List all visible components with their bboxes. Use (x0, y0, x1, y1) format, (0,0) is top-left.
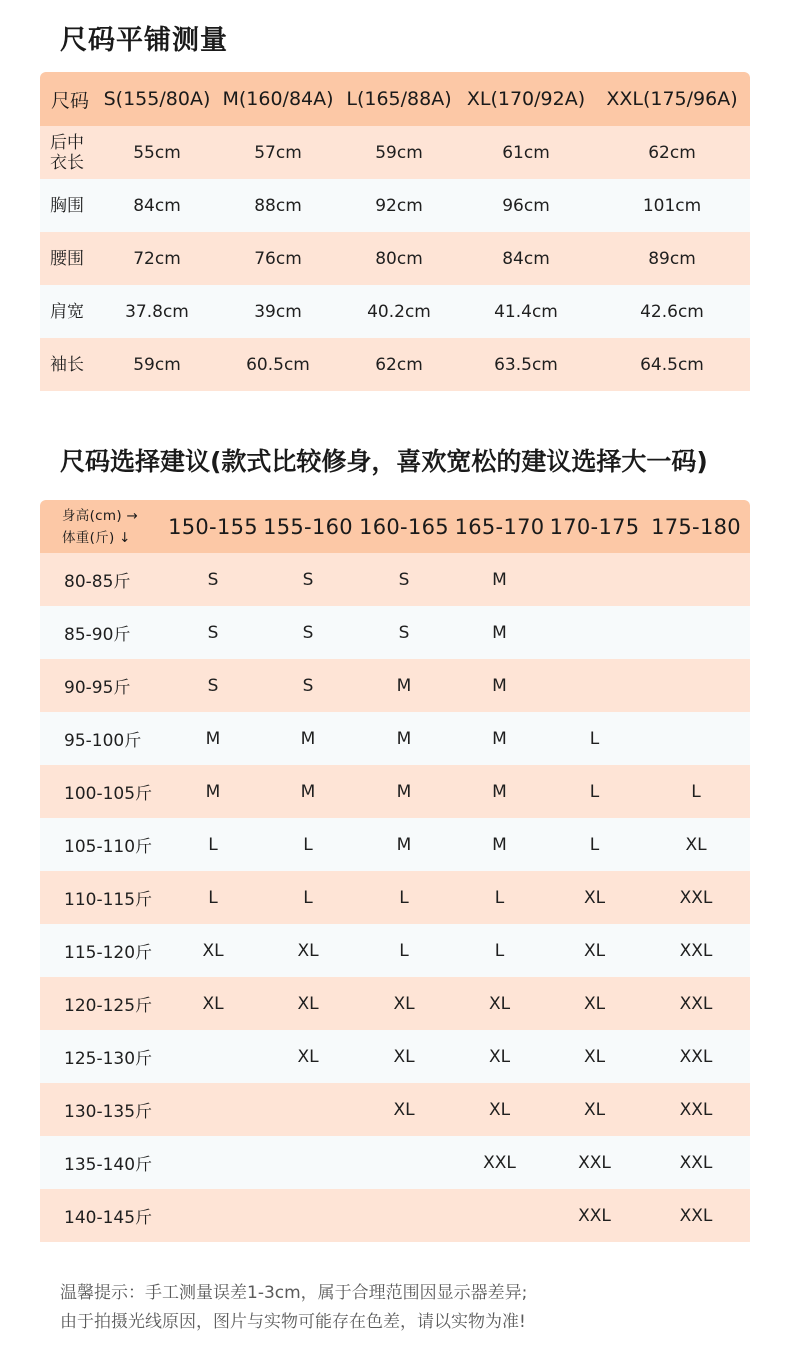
size-recommendation: XXL (679, 887, 713, 908)
weight-range-label: 115-120斤 (64, 943, 153, 963)
measure-value: 89cm (648, 248, 696, 269)
size-recommendation: M (300, 781, 316, 802)
size-recommendation: XL (583, 940, 606, 961)
measure-value: 39cm (254, 301, 302, 322)
table-row (40, 765, 750, 818)
size-recommendation: S (207, 675, 219, 696)
size-recommendation: XXL (679, 1099, 713, 1120)
measure-value: 96cm (502, 195, 550, 216)
size-recommendation: L (589, 781, 600, 802)
size-recommendation: S (302, 675, 314, 696)
size-recommendation: XL (488, 1099, 511, 1120)
table-row (40, 659, 750, 712)
size-recommendation: M (396, 834, 412, 855)
size-recommendation: M (492, 781, 507, 802)
size-advice-body (40, 553, 750, 1242)
size-advice-header-row (40, 500, 750, 553)
size-recommendation: L (494, 887, 505, 908)
size-recommendation: XL (583, 1099, 606, 1120)
measure-value: 61cm (502, 142, 550, 163)
measure-value: 92cm (375, 195, 423, 216)
table-row (40, 606, 750, 659)
measure-value: 63.5cm (494, 354, 558, 375)
measure-value: 55cm (133, 142, 181, 163)
table-row (40, 1030, 750, 1083)
size-measure-title: 尺码平铺测量 (60, 25, 228, 56)
size-recommendation: XL (393, 993, 415, 1014)
size-recommendation: M (396, 728, 412, 749)
measure-value: 62cm (375, 354, 423, 375)
measure-label: 肩宽 (50, 301, 84, 322)
measure-label: 后中衣长 (50, 132, 84, 173)
table-row (40, 126, 750, 179)
size-recommendation: XXL (679, 993, 713, 1014)
size-recommendation: XL (583, 1046, 606, 1067)
size-recommendation: XXL (679, 940, 713, 961)
size-recommendation: XL (488, 993, 511, 1014)
weight-range-label: 90-95斤 (64, 678, 131, 698)
measure-value: 88cm (254, 195, 302, 216)
size-recommendation: M (492, 569, 507, 590)
table-row (40, 1083, 750, 1136)
height-range-header: 150-155 (168, 514, 258, 539)
size-recommendation: XL (297, 993, 319, 1014)
size-recommendation: S (398, 622, 410, 643)
size-recommendation: XL (583, 887, 606, 908)
size-recommendation: L (691, 781, 701, 802)
footnote-line-2: 由于拍摄光线原因，图片与实物可能存在色差，请以实物为准! (60, 1312, 526, 1332)
measure-value: 84cm (133, 195, 181, 216)
size-recommendation: XL (393, 1099, 415, 1120)
size-recommendation: XXL (578, 1205, 611, 1226)
measure-value: 59cm (133, 354, 181, 375)
size-recommendation: XL (583, 993, 606, 1014)
size-measure-table (40, 72, 750, 391)
measure-value: 57cm (254, 142, 302, 163)
table-row (40, 1136, 750, 1189)
size-recommendation: L (303, 834, 313, 855)
weight-range-label: 85-90斤 (64, 625, 131, 645)
weight-range-label: 140-145斤 (64, 1208, 153, 1228)
weight-range-label: 110-115斤 (64, 890, 153, 910)
size-recommendation: XXL (679, 1046, 713, 1067)
measure-value: 41.4cm (494, 301, 558, 322)
weight-range-label: 100-105斤 (64, 784, 153, 804)
table-row (40, 712, 750, 765)
height-range-header: 160-165 (359, 514, 449, 539)
size-recommendation: L (399, 940, 409, 961)
table-row (40, 871, 750, 924)
table-row (40, 1189, 750, 1242)
size-recommendation: L (589, 834, 600, 855)
header-cell: L(165/88A) (346, 88, 452, 110)
table-row (40, 179, 750, 232)
measure-value: 60.5cm (246, 354, 310, 375)
size-recommendation: L (208, 887, 218, 908)
measure-value: 59cm (375, 142, 423, 163)
size-advice-title: 尺码选择建议(款式比较修身，喜欢宽松的建议选择大一码) (60, 447, 708, 476)
size-recommendation: XL (685, 834, 707, 855)
size-recommendation: XL (202, 993, 224, 1014)
header-cell: 尺码 (51, 89, 90, 112)
size-recommendation: M (300, 728, 316, 749)
footnote-line-1: 温馨提示：手工测量误差1-3cm，属于合理范围因显示器差异; (60, 1283, 528, 1303)
size-recommendation: S (207, 622, 219, 643)
table-row (40, 338, 750, 391)
measure-label: 胸围 (50, 195, 84, 216)
table-row (40, 818, 750, 871)
size-recommendation: S (207, 569, 219, 590)
size-recommendation: S (398, 569, 410, 590)
size-recommendation: XXL (578, 1152, 611, 1173)
table-row (40, 924, 750, 977)
size-recommendation: S (302, 622, 314, 643)
measure-value: 62cm (648, 142, 696, 163)
size-recommendation: M (396, 781, 412, 802)
size-recommendation: M (492, 622, 507, 643)
header-cell: XL(170/92A) (466, 88, 586, 110)
weight-range-label: 130-135斤 (64, 1102, 153, 1122)
weight-range-label: 80-85斤 (64, 572, 131, 592)
size-recommendation: XXL (483, 1152, 516, 1173)
height-range-header: 170-175 (549, 514, 640, 539)
weight-range-label: 135-140斤 (64, 1155, 153, 1175)
table-row (40, 553, 750, 606)
size-recommendation: L (589, 728, 600, 749)
table-row (40, 232, 750, 285)
header-cell: S(155/80A) (103, 88, 211, 110)
weight-range-label: 95-100斤 (64, 731, 142, 751)
axis-corner-label (40, 505, 166, 549)
table-row (40, 977, 750, 1030)
size-recommendation: XL (393, 1046, 415, 1067)
size-recommendation: XL (297, 1046, 319, 1067)
measure-value: 64.5cm (640, 354, 704, 375)
measure-value: 76cm (254, 248, 302, 269)
size-recommendation: S (302, 569, 314, 590)
size-recommendation: M (205, 781, 221, 802)
measure-value: 101cm (642, 195, 702, 216)
measure-value: 42.6cm (640, 301, 704, 322)
size-recommendation: L (303, 887, 313, 908)
size-recommendation: XL (488, 1046, 511, 1067)
measure-label: 腰围 (50, 248, 84, 269)
weight-axis-label: 体重(斤) ↓ (62, 529, 131, 546)
measure-label: 袖长 (50, 354, 84, 375)
size-recommendation: M (396, 675, 412, 696)
measure-value: 37.8cm (125, 301, 189, 322)
measure-value: 84cm (502, 248, 550, 269)
size-recommendation: XL (202, 940, 224, 961)
weight-range-label: 120-125斤 (64, 996, 153, 1016)
size-measure-header-row (40, 72, 750, 126)
size-advice-table (40, 500, 750, 1242)
height-range-header: 175-180 (651, 514, 741, 539)
size-recommendation: M (492, 675, 507, 696)
header-cell: XXL(175/96A) (606, 88, 738, 110)
size-recommendation: M (205, 728, 221, 749)
size-recommendation: XL (297, 940, 319, 961)
measure-value: 40.2cm (367, 301, 431, 322)
size-recommendation: XXL (679, 1205, 713, 1226)
table-row (40, 285, 750, 338)
weight-range-label: 125-130斤 (64, 1049, 153, 1069)
size-recommendation: L (494, 940, 505, 961)
height-axis-label: 身高(cm) → (62, 507, 139, 524)
size-recommendation: M (492, 834, 507, 855)
header-cell: M(160/84A) (222, 88, 334, 110)
size-measure-body (40, 126, 750, 391)
size-recommendation: XXL (679, 1152, 713, 1173)
measure-value: 80cm (375, 248, 423, 269)
weight-range-label: 105-110斤 (64, 837, 153, 857)
height-range-header: 155-160 (263, 514, 353, 539)
measure-value: 72cm (133, 248, 181, 269)
size-recommendation: L (208, 834, 218, 855)
size-recommendation: L (399, 887, 409, 908)
size-recommendation: M (492, 728, 507, 749)
height-range-header: 165-170 (454, 514, 545, 539)
